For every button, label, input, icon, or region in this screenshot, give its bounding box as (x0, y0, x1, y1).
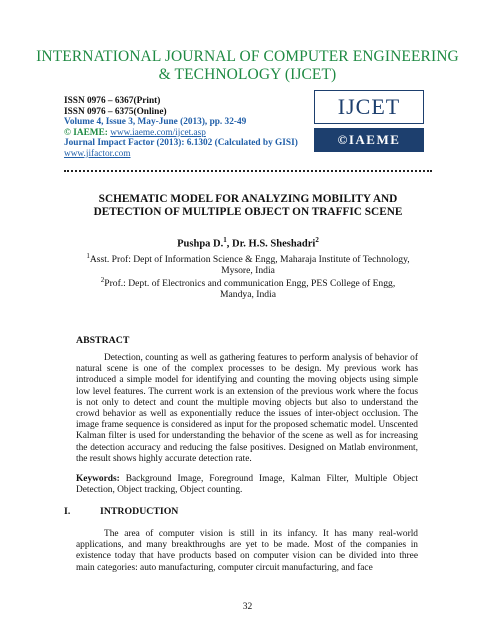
intro-section-number: I. (64, 506, 71, 517)
keywords (76, 474, 418, 496)
volume-info: Volume 4, Issue 3, May-June (2013), pp. 32-49 (64, 117, 247, 128)
aff1-sup: 1 (86, 252, 90, 260)
iaeme-label: © IAEME: (64, 127, 111, 138)
keywords-label: Keywords: (76, 474, 120, 484)
jifactor-link[interactable]: www.jifactor.com (64, 148, 131, 159)
journal-title-line1: INTERNATIONAL JOURNAL OF COMPUTER ENGINEERING (36, 48, 459, 65)
aff1-line1: Asst. Prof: Dept of Information Science & Engg, Maharaja Institute of Technology, (89, 254, 410, 266)
aff2-line1: Prof.: Dept. of Electronics and communication Engg, PES College of Engg, (104, 278, 396, 290)
intro-text: The area of computer vision is still in its infancy. It has many real-world applications, and many breakthroughs are yet to be made. Most of the companies in existence today that have products based on computer vision can be divided into three main categories: auto manufacturing, computer circuit manufacturing, and face (76, 529, 418, 573)
paper-title-line1: SCHEMATIC MODEL FOR ANALYZING MOBILITY AND (98, 193, 398, 205)
author2: , Dr. H.S. Sheshadri (226, 238, 316, 250)
affiliation-1 (64, 251, 432, 277)
author1-sup: 1 (223, 236, 227, 244)
issn-print: ISSN 0976 – 6367(Print) (64, 96, 161, 106)
journal-title (0, 48, 495, 84)
intro-heading (64, 506, 178, 517)
aff2-line2: Mandya, India (220, 289, 276, 301)
keywords-text: Background Image, Foreground Image, Kalman Filter, Multiple Object Detection, Object tracking, Object counting. (76, 474, 418, 496)
issn-online: ISSN 0976 – 6375(Online) (64, 106, 167, 117)
page-number: 32 (242, 602, 253, 612)
paper-title-line2: DETECTION OF MULTIPLE OBJECT ON TRAFFIC SCENE (93, 205, 403, 218)
impact-factor: Journal Impact Factor (2013): 6.1302 (Calculated by GISI) (64, 138, 298, 149)
logo-iaeme-text: ©IAEME (314, 128, 424, 152)
abstract-heading: ABSTRACT (76, 335, 130, 346)
paper-title (64, 193, 432, 218)
intro-section-title: INTRODUCTION (100, 506, 179, 517)
iaeme-link[interactable]: www.iaeme.com/ijcet.asp (110, 127, 206, 138)
author2-sup: 2 (315, 236, 319, 244)
abstract-text: Detection, counting as well as gathering features to perform analysis of behavior of natural scene is one of the complex processes to be design. My previous work has introduced a simple model for identifying and counting the moving objects using simple low level features. The current work is an extension of the previous work where the focus is not only to detect and count the multiple moving objects but also to understand the crowd behavior as well as exponentially reduce the issues of inter-object occlusion. The image frame sequence is considered as input for the proposed schematic model. Unscented Kalman filter is used for understanding the behavior of the scene as well as for increasing the detection accuracy and reducing the false positives. Designed on Matlab environment, the result shows highly accurate detection rate. (76, 353, 418, 464)
dotted-divider (64, 170, 432, 172)
authors (64, 236, 432, 250)
aff1-line2: Mysore, India (221, 265, 275, 277)
logo-ijcet-text: IJCET (314, 90, 424, 124)
iaeme-line (64, 128, 298, 139)
author1: Pushpa D. (177, 238, 224, 250)
journal-title-line2: & TECHNOLOGY (IJCET) (158, 66, 337, 83)
journal-meta (64, 96, 298, 160)
ijcet-logo (314, 90, 424, 152)
aff2-sup: 2 (100, 276, 105, 284)
jifactor-line (64, 149, 298, 160)
affiliation-2 (64, 275, 432, 301)
